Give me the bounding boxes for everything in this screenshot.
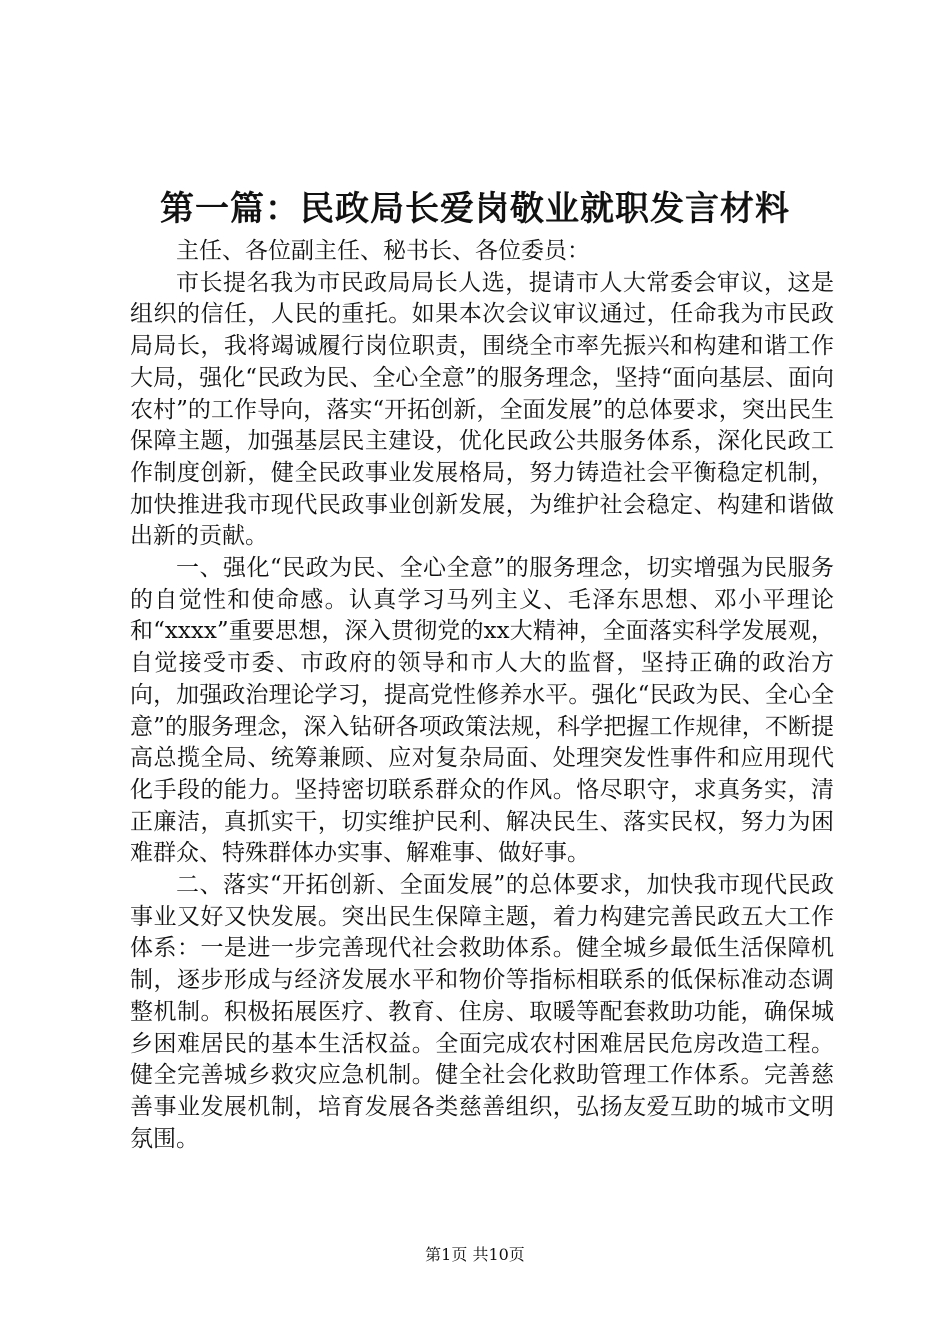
salutation-paragraph: 主任、各位副主任、秘书长、各位委员： [176,238,590,264]
document-body [130,236,834,1155]
page-number-footer: 第1页 共10页 [425,1245,525,1264]
body-paragraph-section-2: 二、落实“开拓创新、全面发展”的总体要求，加快我市现代民政事业又好又快发展。突出民生保障主题，着力构建完善民政五大工作体系：一是进一步完善现代社会救助体系。健全城乡最低生活保障机制，逐步形成与经济发展水平和物价等指标相联系的低保标准动态调整机制。积极拓展医疗、教育、住房、取暖等配套救助功能，确保城乡困难居民的基本生活权益。全面完成农村困难居民危房改造工程。健全完善城乡救灾应急机制。健全社会化救助管理工作体系。完善慈善事业发展机制，培育发展各类慈善组织，弘扬友爱互助的城市文明氛围。 [130,872,834,1152]
body-paragraph-intro: 市长提名我为市民政局局长人选，提请市人大常委会审议，这是组织的信任，人民的重托。如果本次会议审议通过，任命我为市民政局局长，我将竭诚履行岗位职责，围绕全市率先振兴和构建和谐工作大局，强化“民政为民、全心全意”的服务理念，坚持“面向基层、面向农村”的工作导向，落实“开拓创新，全面发展”的总体要求，突出民生保障主题，加强基层民主建设，优化民政公共服务体系，深化民政工作制度创新，健全民政事业发展格局，努力铸造社会平衡稳定机制，加快推进我市现代民政事业创新发展，为维护社会稳定、构建和谐做出新的贡献。 [130,269,834,550]
body-paragraph-section-1: 一、强化“民政为民、全心全意”的服务理念，切实增强为民服务的自觉性和使命感。认真学习马列主义、毛泽东思想、邓小平理论和“xxxx”重要思想，深入贯彻党的xx大精神，全面落实科学发展观，自觉接受市委、市政府的领导和市人大的监督，坚持正确的政治方向，加强政治理论学习，提高党性修养水平。强化“民政为民、全心全意”的服务理念，深入钻研各项政策法规，科学把握工作规律，不断提高总揽全局、统筹兼顾、应对复杂局面、处理突发性事件和应用现代化手段的能力。坚持密切联系群众的作风。恪尽职守，求真务实，清正廉洁，真抓实干，切实维护民利、解决民生、落实民权，努力为困难群众、特殊群体办实事、解难事、做好事。 [130,555,834,867]
document-title: 第一篇：民政局长爱岗敬业就职发言材料 [160,189,790,229]
